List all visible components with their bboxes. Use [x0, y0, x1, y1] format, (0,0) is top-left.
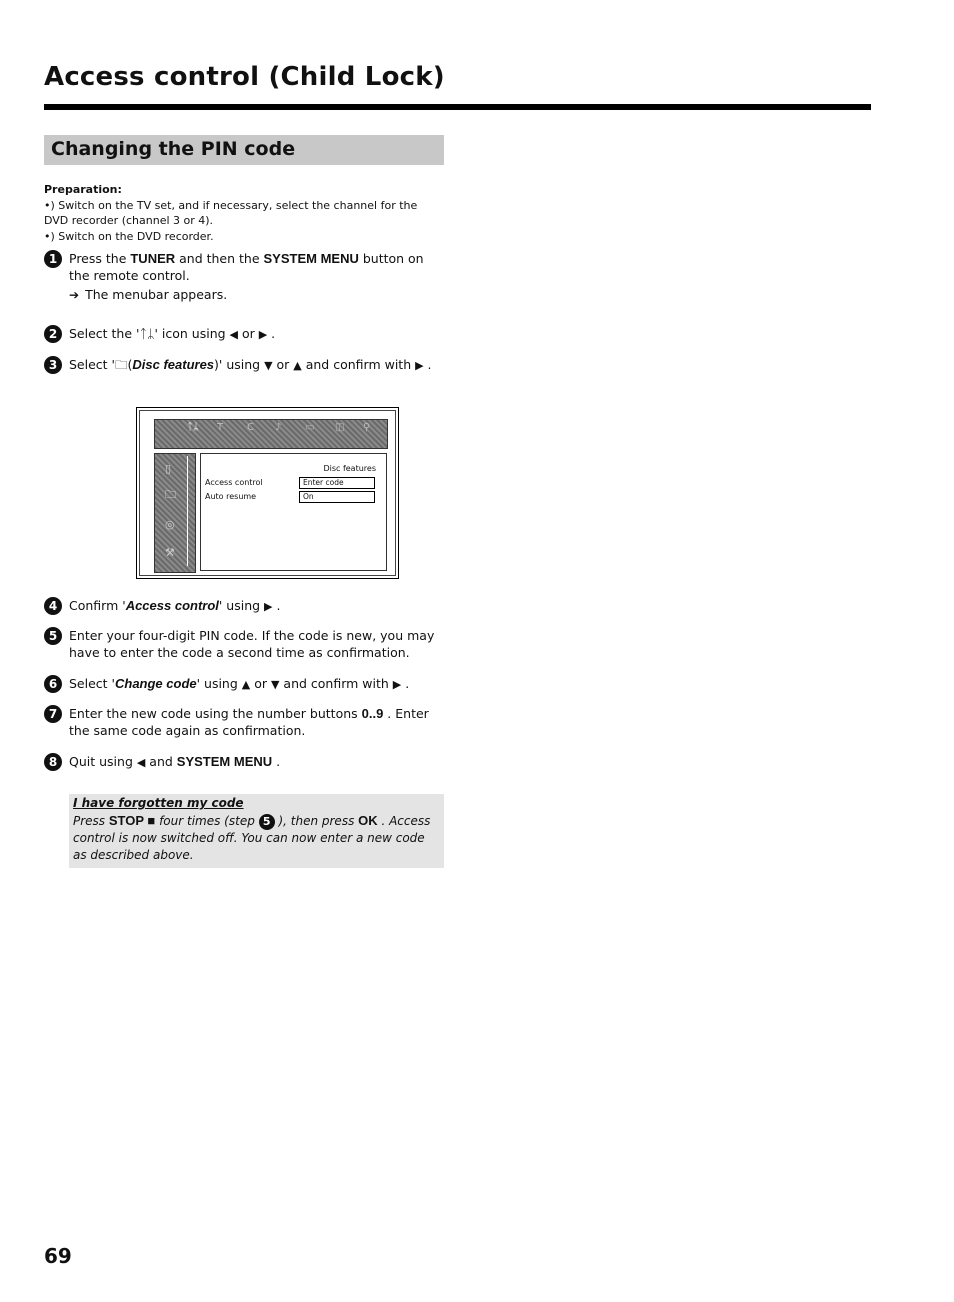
step-1: [44, 250, 444, 304]
step-text: Enter your four-digit PIN code. If the code is new, you may have to enter the code a second time as confirmation.: [69, 628, 435, 660]
step-2: [44, 325, 444, 343]
disc-icon: ◎: [165, 518, 175, 531]
preparation-line: •) Switch on the TV set, and if necessary, select the channel for the DVD recorder (channel 3 or 4).: [44, 198, 418, 227]
text: Press the: [69, 251, 131, 266]
text: . Enter the same code again as confirmation.: [69, 706, 429, 738]
preparation-heading: Preparation:: [44, 183, 122, 196]
text: Confirm ': [69, 598, 126, 613]
number-keys: 0..9: [361, 706, 384, 721]
left-arrow-icon: ◀: [229, 328, 238, 341]
text: or: [238, 326, 259, 341]
text: and then the: [175, 251, 264, 266]
panel-title: Disc features: [323, 464, 376, 473]
up-arrow-icon: ▲: [293, 359, 302, 372]
disc-features-icon: 🗀: [165, 488, 176, 501]
text: ), then press: [274, 814, 359, 828]
step-number: 5: [44, 627, 62, 645]
disc-features-label: Disc features: [132, 357, 215, 372]
text: .: [272, 754, 281, 769]
step-text: [69, 753, 444, 771]
step-text: [69, 356, 444, 374]
osd-screenshot: [136, 407, 399, 579]
system-menu-key: SYSTEM MENU: [263, 251, 359, 266]
stop-key: STOP ■: [108, 813, 156, 828]
step-5: [44, 627, 444, 661]
tip-title: I have forgotten my code: [73, 796, 244, 810]
text: Select ': [69, 357, 115, 372]
step-text: [69, 675, 444, 693]
step-number: 7: [44, 705, 62, 723]
text: (: [127, 357, 133, 372]
zoom-icon: ⚲: [363, 422, 371, 433]
settings-tools-icon: ᛏᛦ: [187, 422, 199, 433]
tip-box: [69, 794, 444, 868]
disc-features-icon: 🗀: [114, 357, 128, 372]
step-text: [69, 597, 444, 615]
text: .: [272, 598, 281, 613]
menu-row-value: Enter code: [299, 477, 375, 489]
text: . Access control is now switched off. You can now enter a new code as described above.: [73, 814, 431, 862]
text: button on the remote control.: [69, 251, 424, 283]
text: ' icon using: [154, 326, 230, 341]
section-header: [44, 135, 444, 165]
settings-tools-icon: ᛏᛦ: [139, 326, 155, 341]
ok-key: OK: [358, 813, 378, 828]
step-3: [44, 356, 444, 374]
screen-icon: ▭: [305, 422, 315, 433]
result-arrow-icon: ➔: [69, 288, 80, 302]
step-7: [44, 705, 444, 739]
preparation-line: •) Switch on the DVD recorder.: [44, 229, 214, 243]
text: ' using: [196, 676, 242, 691]
section-title: Changing the PIN code: [51, 138, 296, 160]
right-arrow-icon: ▶: [264, 600, 273, 613]
sidebar: [154, 453, 196, 573]
right-arrow-icon: ▶: [392, 678, 402, 691]
change-code-label: Change code: [114, 676, 197, 691]
c-icon: C: [247, 422, 254, 433]
result-text: The menubar appears.: [85, 287, 228, 302]
up-arrow-icon: ▲: [241, 678, 251, 691]
text: .: [267, 326, 276, 341]
text: and confirm with: [301, 357, 416, 372]
step-reference: 5: [259, 814, 275, 830]
text: .: [423, 357, 432, 372]
text: .: [401, 676, 410, 691]
down-arrow-icon: ▼: [270, 678, 280, 691]
text: )' using: [214, 357, 265, 372]
text: Select ': [69, 676, 115, 691]
menubar: [154, 419, 388, 449]
step-number: 1: [44, 250, 62, 268]
step-number: 6: [44, 675, 62, 693]
step-number: 4: [44, 597, 62, 615]
step-text: [69, 250, 444, 284]
step-text: [69, 325, 444, 343]
text: Quit using: [69, 754, 137, 769]
settings-panel: [200, 453, 387, 571]
remote-icon: ▯: [165, 462, 172, 475]
camera-icon: ◫: [335, 422, 345, 433]
step-number: 3: [44, 356, 62, 374]
menu-row-value: On: [299, 491, 375, 503]
t-icon: T: [217, 422, 224, 433]
right-arrow-icon: ▶: [258, 328, 268, 341]
tip-text: [73, 812, 440, 864]
system-menu-key: SYSTEM MENU: [176, 754, 273, 769]
down-arrow-icon: ▼: [264, 359, 273, 372]
text: Enter the new code using the number buttons: [69, 706, 362, 721]
menu-row-label: Auto resume: [205, 492, 257, 501]
text: Press: [73, 814, 109, 828]
left-arrow-icon: ◀: [136, 756, 146, 769]
access-control-label: Access control: [125, 598, 219, 613]
audio-icon: ♪: [275, 422, 282, 433]
preparation-block: [44, 182, 444, 244]
text: four times (step: [155, 814, 259, 828]
page-number: 69: [44, 1244, 72, 1268]
menu-row-label: Access control: [205, 478, 263, 487]
text: ' using: [218, 598, 265, 613]
tools-icon: ⚒: [165, 546, 175, 559]
title-rule: [44, 104, 871, 110]
step-4: [44, 597, 444, 615]
text: and: [145, 754, 177, 769]
right-arrow-icon: ▶: [415, 359, 424, 372]
text: Select the ': [69, 326, 140, 341]
scroll-line: [187, 456, 188, 566]
text: or: [272, 357, 294, 372]
step-number: 8: [44, 753, 62, 771]
text: and confirm with: [279, 676, 393, 691]
tuner-key: TUNER: [130, 251, 176, 266]
text: or: [250, 676, 271, 691]
screen-frame: [139, 410, 396, 576]
step-number: 2: [44, 325, 62, 343]
step-result: [69, 286, 444, 304]
step-text: [69, 705, 444, 739]
step-6: [44, 675, 444, 693]
step-8: [44, 753, 444, 771]
page-title: Access control (Child Lock): [44, 62, 445, 92]
